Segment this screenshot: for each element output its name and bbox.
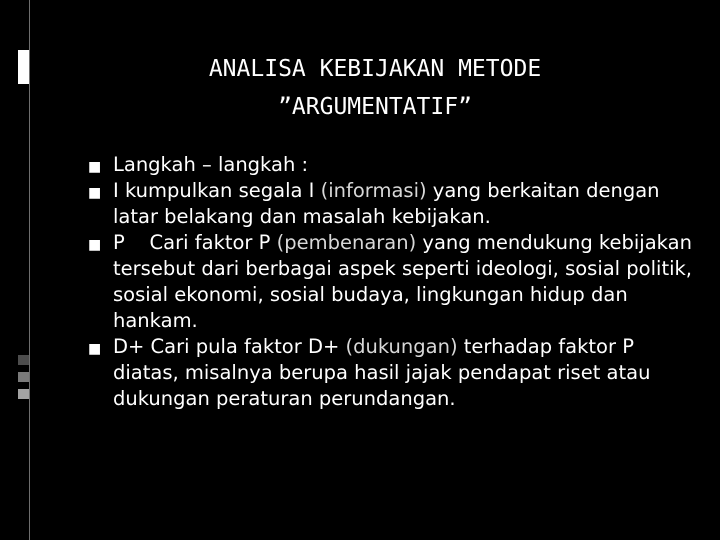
title-line-1: ANALISA KEBIJAKAN METODE [208,56,542,82]
accent-bar [18,50,29,84]
square-bullet-icon: ■ [88,341,102,357]
vertical-divider-line [29,0,30,540]
bullet-text: D+ Cari pula faktor D+ [113,335,346,358]
accent-block-2 [18,372,29,382]
bullet-text: Langkah – langkah : [113,153,309,176]
bullet-text: terhadap faktor P diatas, misalnya berupa hasil jajak pendapat riset atau dukungan peraturan perundangan. [113,335,651,410]
bullet-list [88,152,698,412]
bullet-term: (informasi) [320,179,427,202]
bullet-term: (pembenaran) [276,231,417,254]
slide-title [140,50,610,126]
bullet-text: yang berkaitan dengan latar belakang dan masalah kebijakan. [113,179,660,228]
accent-block-3 [18,389,29,399]
bullet-text: P Cari faktor P [113,231,277,254]
bullet-item-langkah [88,152,698,178]
bullet-text: yang mendukung kebijakan tersebut dari berbagai aspek seperti ideologi, sosial politik, sosial ekonomi, sosial budaya, lingkungan hidup dan hankam. [113,231,693,332]
square-bullet-icon: ■ [88,159,102,175]
accent-block-1 [18,355,29,365]
bullet-text: I kumpulkan segala I [113,179,321,202]
title-line-2: ”ARGUMENTATIF” [278,94,472,120]
bullet-term: (dukungan) [345,335,458,358]
square-bullet-icon: ■ [88,185,102,201]
bullet-item-informasi [88,178,698,230]
bullet-item-dukungan [88,334,698,412]
bullet-item-pembenaran [88,230,698,334]
square-bullet-icon: ■ [88,237,102,253]
